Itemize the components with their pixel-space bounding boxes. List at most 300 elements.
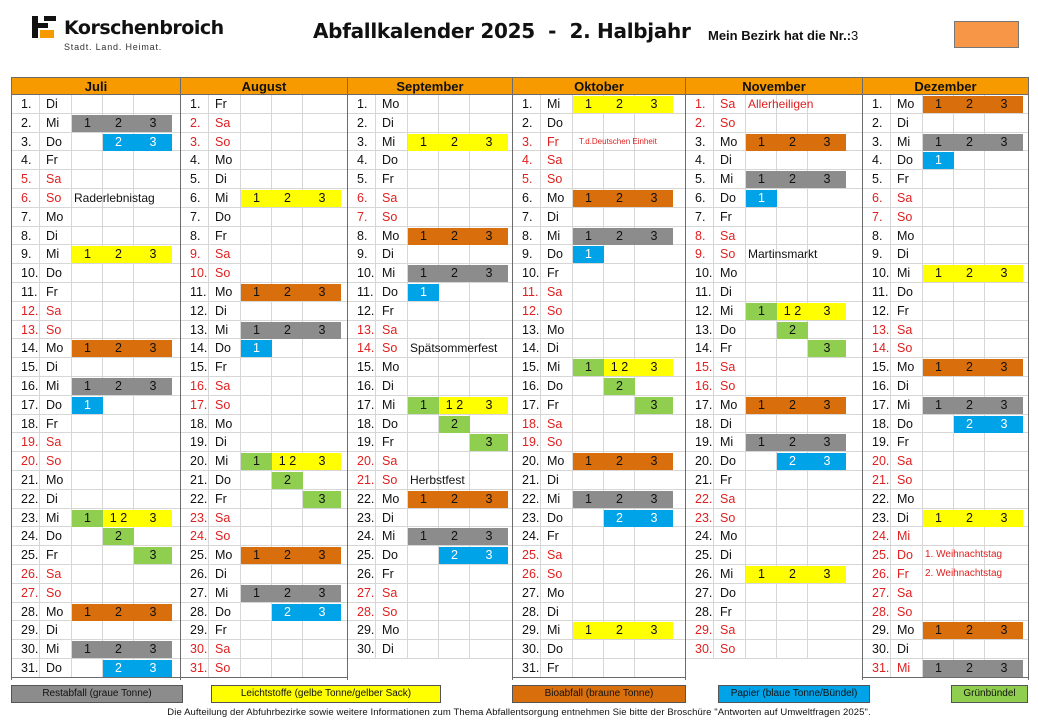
slot-cell — [635, 321, 673, 339]
day-number: 21. — [348, 471, 376, 489]
pickup-gray — [923, 134, 1023, 151]
weekday: Do — [40, 527, 72, 545]
slot-cell — [808, 603, 846, 621]
slot-cell — [241, 659, 272, 677]
slot-cell — [635, 208, 673, 226]
day-number: 27. — [863, 584, 891, 602]
day-row — [686, 208, 862, 227]
weekday: So — [209, 659, 241, 677]
day-row — [863, 227, 1028, 246]
slot-cell — [103, 283, 134, 301]
weekday: Mi — [209, 584, 241, 602]
day-number: 11. — [181, 283, 209, 301]
bezirk-number: 3 — [851, 28, 859, 43]
slot-cell — [241, 208, 272, 226]
month-header: Dezember — [863, 77, 1028, 95]
slot-cell — [408, 565, 439, 583]
weekday: Di — [376, 509, 408, 527]
weekday: Mi — [541, 490, 573, 508]
slot-cell — [103, 95, 134, 113]
slot-cell — [408, 114, 439, 132]
day-row — [686, 415, 862, 434]
weekday: Di — [714, 283, 746, 301]
slot-cell — [272, 151, 303, 169]
slot-cell — [746, 452, 777, 470]
pickup-green — [746, 303, 777, 320]
month-column-august — [181, 77, 348, 680]
weekday: Di — [40, 358, 72, 376]
bezirk-marker: 1 — [253, 322, 260, 337]
slot-cell — [604, 264, 635, 282]
day-row — [348, 527, 512, 546]
bezirk-marker: 3 — [650, 510, 658, 525]
day-number: 14. — [513, 339, 541, 357]
weekday: Mo — [209, 151, 241, 169]
weekday: Di — [376, 640, 408, 658]
day-number: 30. — [348, 640, 376, 658]
day-row — [12, 208, 180, 227]
slot-cell — [72, 621, 103, 639]
weekday: Mi — [376, 133, 408, 151]
slot-cell — [777, 339, 808, 357]
slot-cell — [72, 415, 103, 433]
slot-cell — [954, 170, 985, 188]
bezirk-marker: 3 — [149, 378, 157, 393]
day-number: 16. — [863, 377, 891, 395]
slot-cell — [134, 208, 172, 226]
weekday: So — [209, 396, 241, 414]
pickup-green — [303, 491, 341, 508]
weekday: Di — [40, 621, 72, 639]
slot-cell — [604, 208, 635, 226]
day-row — [686, 621, 862, 640]
day-row — [348, 377, 512, 396]
day-row — [12, 95, 180, 114]
weekday: Mi — [714, 302, 746, 320]
weekday: Mo — [40, 208, 72, 226]
day-number: 18. — [181, 415, 209, 433]
slot-cell — [241, 227, 272, 245]
slot-cell — [272, 245, 303, 263]
weekday: Fr — [714, 339, 746, 357]
day-row — [513, 170, 685, 189]
day-row — [12, 283, 180, 302]
slot-cell — [439, 603, 470, 621]
day-number: 16. — [12, 377, 40, 395]
weekday: Sa — [209, 114, 241, 132]
bezirk-marker: 2 — [284, 548, 291, 563]
weekday: Do — [40, 396, 72, 414]
slot-cell — [272, 208, 303, 226]
event-note: T.d.Deutschen Einheit — [579, 136, 657, 146]
weekday: Mi — [891, 264, 923, 282]
weekday: Do — [209, 339, 241, 357]
slot-cell — [808, 546, 846, 564]
day-row — [513, 621, 685, 640]
slot-cell — [241, 133, 272, 151]
day-row — [686, 189, 862, 208]
slot-cell — [103, 170, 134, 188]
bezirk-marker: 1 — [585, 97, 592, 111]
slot-cell — [954, 603, 985, 621]
day-row — [348, 584, 512, 603]
slot-cell — [272, 396, 303, 414]
legend-item-gray: Restabfall (graue Tonne) — [11, 685, 183, 703]
day-number: 24. — [686, 527, 714, 545]
slot-cell — [923, 415, 954, 433]
bezirk-marker: 1 — [935, 134, 942, 149]
bezirk-marker: 3 — [485, 397, 493, 412]
slot-cell — [72, 302, 103, 320]
day-number: 14. — [12, 339, 40, 357]
day-number: 7. — [513, 208, 541, 226]
weekday: Do — [714, 189, 746, 207]
day-row — [12, 509, 180, 528]
slot-cell — [573, 546, 604, 564]
day-row — [863, 603, 1028, 622]
pickup-blue — [72, 397, 103, 414]
slot-cell — [241, 415, 272, 433]
bezirk-marker: 2 — [966, 510, 973, 525]
day-number: 19. — [513, 433, 541, 451]
pickup-green — [470, 434, 508, 451]
slot-cell — [985, 151, 1023, 169]
day-number: 17. — [181, 396, 209, 414]
day-row — [348, 133, 512, 152]
weekday: So — [40, 584, 72, 602]
slot-cell — [408, 377, 439, 395]
day-number: 11. — [686, 283, 714, 301]
pickup-gray — [72, 641, 172, 658]
bezirk-marker: 2 — [284, 604, 291, 619]
day-row — [348, 546, 512, 565]
pickup-blue — [746, 190, 777, 207]
slot-cell — [573, 415, 604, 433]
slot-cell — [272, 339, 303, 357]
slot-cell — [985, 490, 1023, 508]
day-number: 12. — [181, 302, 209, 320]
pickup-gray — [573, 228, 673, 245]
slot-cell — [103, 565, 134, 583]
pickup-brown — [72, 604, 172, 621]
day-row — [513, 396, 685, 415]
day-row — [181, 490, 347, 509]
slot-cell — [470, 584, 508, 602]
day-number: 11. — [348, 283, 376, 301]
slot-cell — [103, 546, 134, 564]
day-row — [348, 433, 512, 452]
bezirk-marker: 3 — [318, 491, 326, 506]
day-row — [863, 245, 1028, 264]
day-number: 9. — [863, 245, 891, 263]
day-number: 15. — [513, 358, 541, 376]
weekday: Do — [40, 659, 72, 677]
bezirk-marker: 3 — [149, 115, 157, 130]
day-number: 27. — [181, 584, 209, 602]
day-row — [181, 321, 347, 340]
slot-cell — [954, 377, 985, 395]
bezirk-marker: 3 — [823, 397, 831, 412]
weekday: Mi — [376, 264, 408, 282]
bezirk-marker: 3 — [318, 284, 326, 299]
day-row — [863, 640, 1028, 659]
pickup-gray — [72, 115, 172, 132]
day-row — [12, 151, 180, 170]
day-row — [513, 151, 685, 170]
day-number: 25. — [686, 546, 714, 564]
weekday: Sa — [40, 433, 72, 451]
event-note: Raderlebnistag — [74, 190, 155, 205]
weekday: So — [714, 377, 746, 395]
day-row — [348, 95, 512, 114]
slot-cell — [635, 471, 673, 489]
bezirk-color-box — [954, 21, 1019, 48]
day-number: 9. — [686, 245, 714, 263]
bezirk-marker: 1 — [585, 247, 592, 262]
slot-cell — [470, 321, 508, 339]
slot-cell — [134, 433, 172, 451]
slot-cell — [134, 264, 172, 282]
weekday: Di — [376, 114, 408, 132]
day-number: 10. — [513, 264, 541, 282]
bezirk-marker: 3 — [1000, 660, 1008, 675]
slot-cell — [604, 659, 635, 677]
weekday: Mo — [714, 133, 746, 151]
pickup-gray — [923, 660, 1023, 677]
day-row — [863, 490, 1028, 509]
day-number: 8. — [181, 227, 209, 245]
day-row — [513, 546, 685, 565]
slot-cell — [604, 170, 635, 188]
day-number: 19. — [181, 433, 209, 451]
day-row — [513, 358, 685, 377]
bezirk-marker: 1 — [84, 604, 91, 619]
slot-cell — [604, 114, 635, 132]
bezirk-marker: 1 — [758, 397, 765, 412]
bezirk-marker: 1 2 — [783, 303, 802, 318]
bezirk-marker: 1 — [420, 228, 427, 243]
day-row — [348, 415, 512, 434]
day-number: 18. — [686, 415, 714, 433]
day-number: 21. — [181, 471, 209, 489]
day-number: 17. — [513, 396, 541, 414]
weekday: Fr — [40, 283, 72, 301]
weekday: Sa — [891, 189, 923, 207]
weekday: Do — [891, 283, 923, 301]
day-row — [686, 377, 862, 396]
slot-cell — [439, 283, 470, 301]
day-row — [12, 565, 180, 584]
day-row — [348, 170, 512, 189]
weekday: Sa — [40, 302, 72, 320]
slot-cell — [303, 95, 341, 113]
day-row — [348, 264, 512, 283]
pickup-gray — [746, 434, 846, 451]
weekday: Mi — [891, 659, 923, 677]
event-note: 2. Weihnachtstag — [925, 567, 1003, 579]
slot-cell — [303, 415, 341, 433]
slot-cell — [777, 584, 808, 602]
day-number: 1. — [513, 95, 541, 113]
day-row — [686, 584, 862, 603]
slot-cell — [134, 302, 172, 320]
weekday: Do — [209, 603, 241, 621]
pickup-gray — [72, 378, 172, 395]
weekday: Mo — [376, 227, 408, 245]
day-row — [181, 133, 347, 152]
day-number: 18. — [513, 415, 541, 433]
slot-cell — [303, 640, 341, 658]
slot-cell — [103, 471, 134, 489]
weekday: Mi — [209, 189, 241, 207]
day-number: 8. — [348, 227, 376, 245]
weekday: Mo — [209, 546, 241, 564]
bezirk-marker: 2 — [284, 284, 291, 299]
bezirk-marker: 2 — [789, 397, 796, 412]
weekday: Sa — [891, 584, 923, 602]
day-row — [181, 114, 347, 133]
weekday: Do — [891, 546, 923, 564]
bezirk-marker: 2 — [451, 228, 458, 243]
slot-cell — [635, 151, 673, 169]
weekday: Di — [714, 151, 746, 169]
bezirk-marker: 1 — [758, 172, 765, 187]
day-row — [348, 283, 512, 302]
day-row — [181, 565, 347, 584]
day-row — [12, 490, 180, 509]
weekday: So — [209, 527, 241, 545]
day-row — [12, 621, 180, 640]
slot-cell — [777, 640, 808, 658]
weekday: So — [376, 603, 408, 621]
slot-cell — [72, 565, 103, 583]
slot-cell — [408, 584, 439, 602]
weekday: Mi — [541, 227, 573, 245]
bezirk-marker: 2 — [616, 190, 623, 205]
slot-cell — [635, 527, 673, 545]
weekday: Fr — [209, 227, 241, 245]
weekday: So — [376, 339, 408, 357]
slot-cell — [241, 114, 272, 132]
day-number: 12. — [12, 302, 40, 320]
slot-cell — [408, 208, 439, 226]
slot-cell — [272, 302, 303, 320]
bezirk-marker: 2 — [966, 266, 973, 281]
slot-cell — [134, 452, 172, 470]
slot-cell — [470, 208, 508, 226]
slot-cell — [635, 283, 673, 301]
slot-cell — [470, 302, 508, 320]
slot-cell — [635, 339, 673, 357]
day-number: 8. — [863, 227, 891, 245]
bezirk-marker: 2 — [451, 529, 458, 544]
day-number: 24. — [12, 527, 40, 545]
weekday: Mi — [209, 321, 241, 339]
slot-cell — [103, 208, 134, 226]
day-row — [686, 133, 862, 152]
slot-cell — [777, 603, 808, 621]
slot-cell — [985, 377, 1023, 395]
day-number: 1. — [181, 95, 209, 113]
day-number: 16. — [513, 377, 541, 395]
weekday: Fr — [891, 302, 923, 320]
pickup-brown — [923, 622, 1023, 639]
day-row — [863, 358, 1028, 377]
slot-cell — [635, 415, 673, 433]
day-number: 31. — [12, 659, 40, 677]
weekday: So — [209, 133, 241, 151]
slot-cell — [470, 452, 508, 470]
slot-cell — [746, 321, 777, 339]
slot-cell — [746, 603, 777, 621]
day-row — [348, 227, 512, 246]
pickup-yellow — [604, 359, 673, 376]
day-row — [348, 396, 512, 415]
bezirk-marker: 3 — [485, 491, 493, 506]
slot-cell — [408, 452, 439, 470]
weekday: So — [40, 321, 72, 339]
slot-cell — [408, 358, 439, 376]
slot-cell — [241, 509, 272, 527]
day-row — [863, 95, 1028, 114]
slot-cell — [746, 151, 777, 169]
day-number: 9. — [181, 245, 209, 263]
slot-cell — [72, 527, 103, 545]
bezirk-marker: 3 — [149, 341, 157, 356]
weekday: Mo — [541, 321, 573, 339]
day-row — [863, 584, 1028, 603]
day-number: 15. — [863, 358, 891, 376]
weekday: Mo — [891, 227, 923, 245]
day-number: 25. — [12, 546, 40, 564]
bezirk-marker: 2 — [616, 623, 623, 638]
day-row — [12, 189, 180, 208]
day-number: 21. — [12, 471, 40, 489]
slot-cell — [272, 565, 303, 583]
slot-cell — [241, 621, 272, 639]
slot-cell — [303, 621, 341, 639]
day-row — [513, 565, 685, 584]
slot-cell — [303, 565, 341, 583]
pickup-gray — [241, 322, 341, 339]
bezirk-marker: 1 — [420, 397, 427, 412]
day-row — [12, 415, 180, 434]
slot-cell — [573, 264, 604, 282]
slot-cell — [72, 584, 103, 602]
day-row — [12, 302, 180, 321]
slot-cell — [470, 283, 508, 301]
day-number: 25. — [348, 546, 376, 564]
slot-cell — [134, 151, 172, 169]
bezirk-marker: 3 — [1000, 360, 1008, 375]
slot-cell — [72, 490, 103, 508]
slot-cell — [439, 584, 470, 602]
day-row — [513, 640, 685, 659]
day-number: 6. — [12, 189, 40, 207]
slot-cell — [241, 565, 272, 583]
day-row — [513, 339, 685, 358]
slot-cell — [103, 302, 134, 320]
bezirk-marker: 2 — [966, 660, 973, 675]
slot-cell — [777, 227, 808, 245]
slot-cell — [746, 358, 777, 376]
weekday: So — [541, 170, 573, 188]
day-row — [348, 452, 512, 471]
day-number: 13. — [12, 321, 40, 339]
weekday: Fr — [40, 151, 72, 169]
slot-cell — [604, 584, 635, 602]
day-number: 20. — [513, 452, 541, 470]
